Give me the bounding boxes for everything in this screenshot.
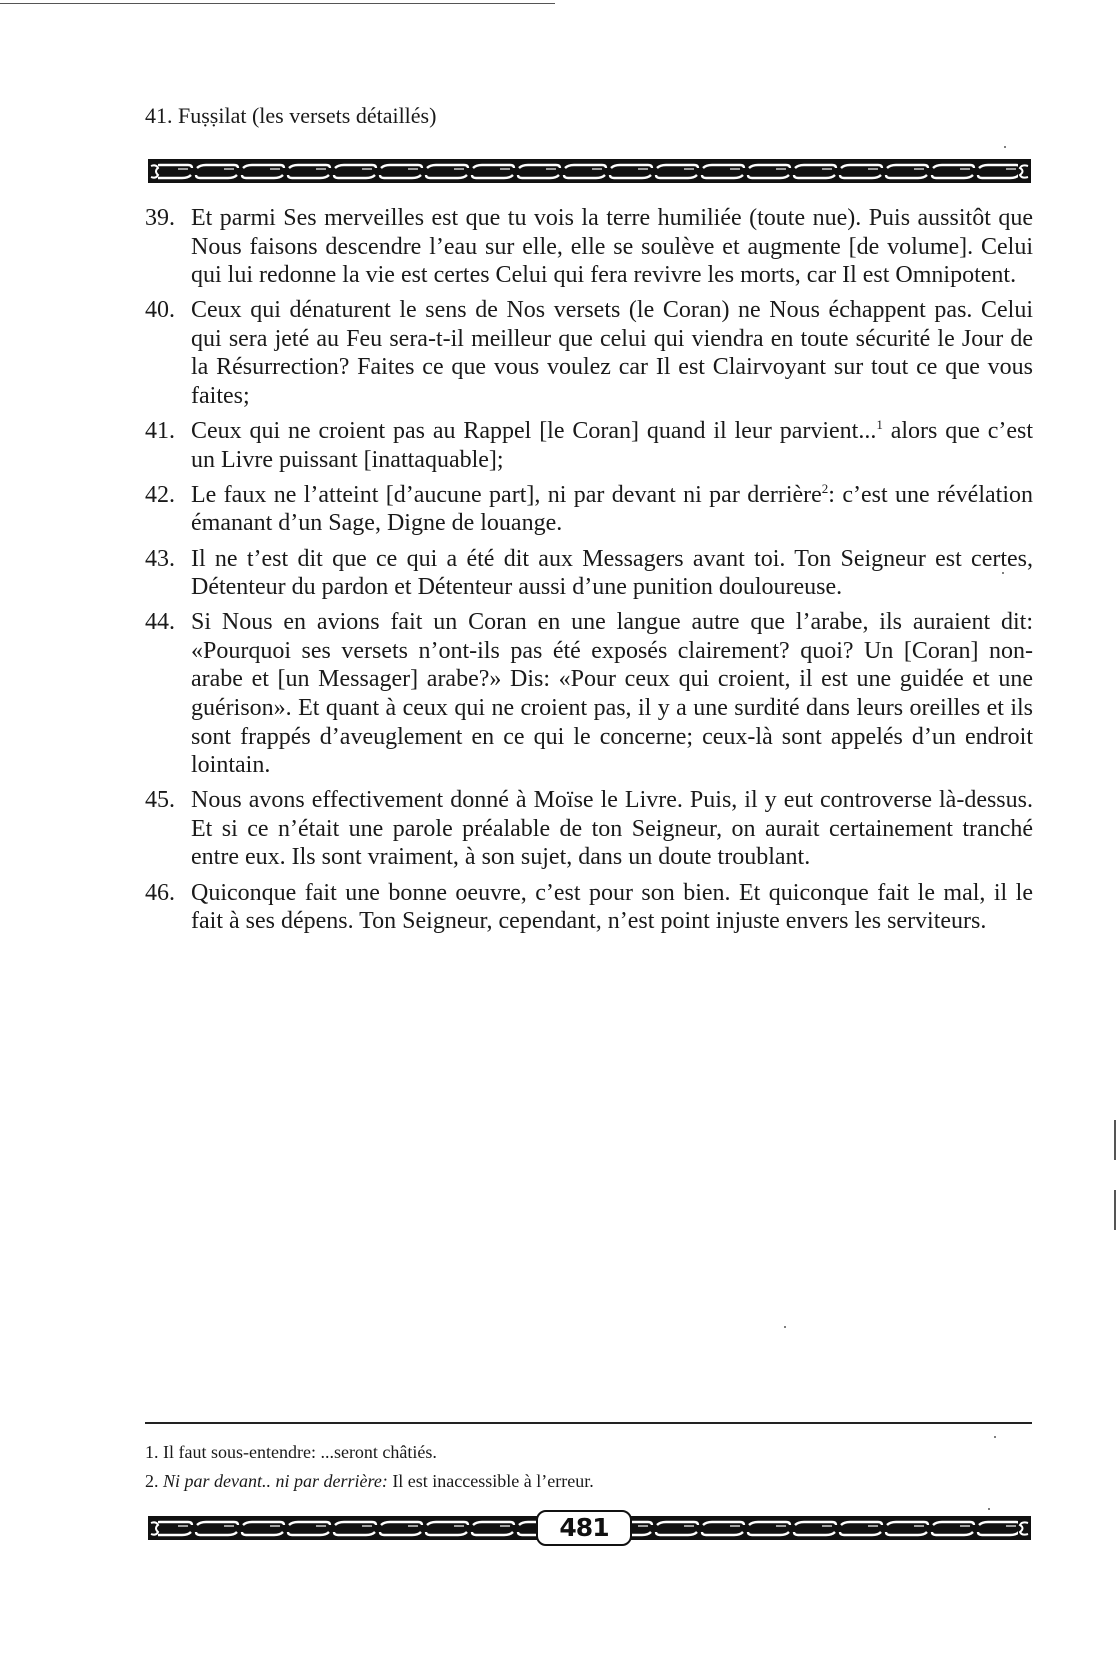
running-head: 41. Fuṣṣilat (les versets détaillés) bbox=[145, 103, 437, 128]
verse-number: 43. bbox=[145, 545, 175, 572]
page-number: 481 bbox=[559, 1513, 609, 1542]
verse-text: Ceux qui dénaturent le sens de Nos versets (le Coran) ne Nous échappent pas. Celui qui sera jeté au Feu sera-t-il meilleur que celui qui viendra en toute sécurité le Jour de la Résurrection? Faites ce que vous voulez car Il est Clairvoyant sur tout ce que vous faites; bbox=[191, 297, 1033, 410]
scan-speck bbox=[1004, 146, 1006, 148]
top-edge-rule bbox=[0, 3, 555, 4]
chain-ornament-icon bbox=[148, 159, 1031, 183]
footnote-1 bbox=[145, 1438, 1032, 1467]
scan-edge-mark bbox=[1114, 1120, 1116, 1160]
footnote-text: Il est inaccessible à l’erreur. bbox=[392, 1471, 594, 1491]
verse-number: 45. bbox=[145, 787, 175, 814]
verse-46 bbox=[145, 879, 1033, 936]
verse-39 bbox=[145, 204, 1033, 290]
verse-45 bbox=[145, 786, 1033, 872]
footnote-italic-lemma: Ni par devant.. ni par derrière: bbox=[163, 1471, 388, 1491]
chain-ornament-band-top bbox=[148, 159, 1031, 183]
verse-text: Et parmi Ses merveilles est que tu vois la terre humiliée (toute nue). Puis aussitôt que Nous faisons descendre l’eau sur elle, elle se soulève et augmente [de volume]. Celui qui lui redonne la vie est certes Celui qui fera revivre les morts, car Il est Omnipotent. bbox=[191, 205, 1033, 289]
verse-text: Le faux ne l’atteint [d’aucune part], ni par devant ni par derrière bbox=[191, 481, 822, 508]
verse-43 bbox=[145, 545, 1033, 602]
verse-text-continued: alors que c’est un Livre puissant [inattaquable]; bbox=[191, 418, 1034, 473]
verse-number: 44. bbox=[145, 609, 175, 636]
verse-text-continued: : c’est une révélation émanant d’un Sage, Digne de louange. bbox=[191, 481, 1033, 537]
verse-number: 39. bbox=[145, 205, 175, 231]
footnotes bbox=[145, 1438, 1032, 1496]
scan-speck bbox=[784, 1326, 786, 1328]
scan-speck bbox=[994, 1436, 996, 1438]
verse-list bbox=[145, 204, 1033, 942]
footnote-text: Il faut sous-entendre: ...seront châtiés. bbox=[163, 1442, 437, 1462]
scan-speck bbox=[1002, 572, 1004, 574]
verse-42 bbox=[145, 481, 1033, 538]
verse-text: Il ne t’est dit que ce qui a été dit aux Messagers avant toi. Ton Seigneur est certes, Détenteur du pardon et Détenteur aussi d’une punition douloureuse. bbox=[191, 545, 1033, 601]
scan-speck bbox=[988, 1508, 990, 1510]
footnote-2 bbox=[145, 1467, 1032, 1496]
verse-41 bbox=[145, 417, 1033, 474]
verse-number: 40. bbox=[145, 297, 175, 324]
footnote-reference[interactable]: 2 bbox=[821, 480, 829, 496]
footnote-marker: 1. bbox=[145, 1442, 159, 1462]
footnote-marker: 2. bbox=[145, 1471, 159, 1491]
verse-44 bbox=[145, 608, 1033, 780]
scan-edge-mark bbox=[1114, 1190, 1116, 1230]
verse-text: Nous avons effectivement donné à Moïse le Livre. Puis, il y eut controverse là-dessus. Et si ce n’était une parole préalable de ton Seigneur, on aurait certainement tranché entre eux. Ils sont vraiment, à son sujet, dans un doute troublant. bbox=[191, 787, 1033, 871]
verse-text: Si Nous en avions fait un Coran en une langue autre que l’arabe, ils auraient dit: «Pourquoi ses versets n’ont-ils pas été exposés clairement? quoi? Un [Coran] non-arabe et [un Messager] arabe?» Dis: «Pour ceux qui croient, il est une guidée et une guérison». Et quant à ceux qui ne croient pas, il y a une surdité dans leurs oreilles et ils sont frappés d’aveuglement en ce qui le concerne; ceux-là sont appelés d’un endroit lointain. bbox=[191, 609, 1033, 779]
footnote-reference[interactable]: 1 bbox=[876, 417, 883, 433]
footnote-separator-rule bbox=[145, 1422, 1032, 1424]
verse-number: 41. bbox=[145, 418, 175, 445]
verse-40 bbox=[145, 296, 1033, 410]
verse-text: Ceux qui ne croient pas au Rappel [le Coran] quand il leur parvient... bbox=[191, 418, 877, 445]
verse-text: Quiconque fait une bonne oeuvre, c’est pour son bien. Et quiconque fait le mal, il le fait à ses dépens. Ton Seigneur, cependant, n’est point injuste envers les serviteurs. bbox=[191, 879, 1033, 935]
verse-number: 42. bbox=[145, 481, 175, 508]
verse-number: 46. bbox=[145, 879, 175, 906]
